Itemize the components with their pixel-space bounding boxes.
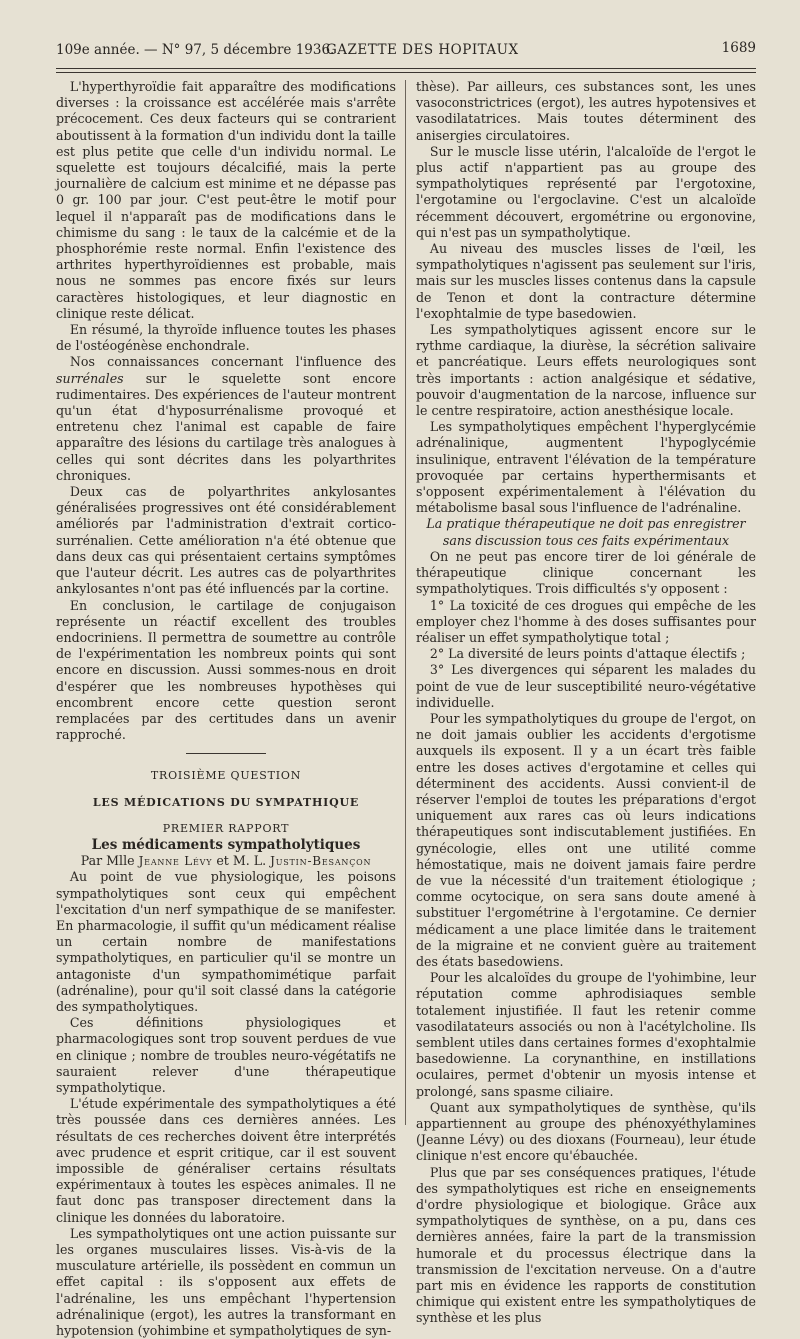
list-item: 3° Les divergences qui séparent les malades du point de vue de leur susceptibilité neuro-végétative individuelle. — [416, 662, 756, 710]
section-title: LES MÉDICATIONS DU SYMPATHIQUE — [92, 795, 360, 809]
issue-info: 109e année. — N° 97, 5 décembre 1936. — [56, 42, 335, 58]
paragraph: Sur le muscle lisse utérin, l'alcaloïde de l'ergot le plus actif n'appartient pas au groupe des sympatholytiques représenté par l'ergotoxine, l'ergotamine ou l'ergoclavine. C'est un alcaloïde récemment découvert, ergométrine ou ergonovine, qui n'est pas un sympatholytique. — [416, 143, 756, 240]
paragraph: L'hyperthyroïdie fait apparaître des modifications diverses : la croissance est accélérée mais s'arrête précocement. Ces deux facteurs qui se contrarient aboutissent à la formation d'un individu dont la taille est plus petite que celle d'un individu normal. Le squelette est toujours décalcifié, mais la perte journalière de calcium est minime et ne dépasse pas 0 gr. 100 par jour. C'est peut-être le motif pour lequel il n'apparaît pas de modifications dans le chimisme du sang : le taux de la calcémie et de la phosphorémie reste normal. Enfin l'existence des arthrites hyperthyroïdiennes est probable, mais nous ne sommes pas encore fixés sur leurs caractères histologiques, et leur diagnostic en clinique reste délicat. — [56, 79, 396, 321]
list-item: 1° La toxicité de ces drogues qui empêche de les employer chez l'homme à des doses suffisantes pour réaliser un effet sympatholytique total ; — [416, 597, 756, 645]
paragraph: Pour les sympatholytiques du groupe de l'ergot, on ne doit jamais oublier les accidents d'ergotisme auxquels ils exposent. Il y a un écart très faible entre les doses actives d'ergotamine et celles qui déterminent des accidents. Aussi convient-il de réserver l'emploi de toutes les préparations d'ergot uniquement aux rares cas où leurs indications thérapeutiques sont indiscutablement justifiées. En gynécologie, elles ont une utilité comme hémostatique, mais ne doivent jamais faire perdre de vue la nécessité d'un traitement étiologique ; comme ocytocique, on sera sans doute amené à substituer l'ergométrine à l'ergotamine. Ce dernier médicament a une place limitée dans le traitement de la migraine et ne convient guère au traitement des états basedowiens. — [416, 710, 757, 969]
text-span: Nos connaissances concernant l'influence des — [69, 354, 396, 370]
paragraph: Les sympatholytiques empêchent l'hyperglycémie adrénalinique, augmentent l'hypoglycémie insulinique, entravent l'élévation de la température provoquée par certains hyperthermisants et s'opposent expérimentalement à l'élévation du métabolisme basal sous l'influence de l'adrénaline. — [416, 419, 756, 516]
paragraph: Deux cas de polyarthrites ankylosantes généralisées progressives ont été considérablement améliorés par l'administration d'extrait cortico-surrénalien. Cette amélioration n'a été obtenue que dans deux cas qui présentaient certains symptômes que l'auteur décrit. Les autres cas de polyarthrites ankylosantes n'ont pas été influencés par la cortine. — [56, 484, 396, 597]
paragraph: Ces définitions physiologiques et pharmacologiques sont trop souvent perdues de vue en clinique ; nombre de troubles neuro-végétatifs ne sauraient relever d'une thérapeutique sympatholytique. — [56, 1015, 396, 1095]
byline-prefix: Par Mlle — [80, 853, 139, 869]
report-label: PREMIER RAPPORT — [162, 821, 290, 835]
paragraph: Au niveau des muscles lisses de l'œil, les sympatholytiques n'agissent pas seulement sur l'iris, mais sur les muscles lisses contenus dans la capsule de Tenon et dont la contracture détermine l'exophtalmie de type basedowien. — [416, 241, 756, 321]
author-name: Jeanne Lévy — [138, 854, 213, 869]
paragraph: Pour les alcaloïdes du groupe de l'yohimbine, leur réputation comme aphrodisiaques semble totalement injustifiée. Il faut les retenir comme vasodilatateurs associés ou non à l'acétylcholine. Ils semblent utiles dans certaines formes d'exophtalmie basedowienne. La corynanthine, en instillations oculaires, permet d'obtenir un myosis intense et prolongé, sans spasme ciliaire. — [416, 970, 756, 1099]
paragraph: En conclusion, le cartilage de conjugaison représente un réactif excellent des troubles endocriniens. Il permettra de soumettre au contrôle de l'expérimentation les nombreux points qui sont encore en discussion. Aussi sommes-nous en droit d'espérer que les nombreuses hypothèses qui encombrent encore cette question seront remplacées par des certitudes dans un avenir rapproché. — [56, 597, 396, 743]
italic-term: surrénales — [56, 370, 124, 386]
page-number: 1689 — [721, 40, 756, 56]
paragraph: Les sympatholytiques ont une action puissante sur les organes musculaires lisses. Vis-à-vis de la musculature artérielle, ils possèdent en commun un effet capital : ils s'opposent aux effets de l'adrénaline, les uns empêchant l'hypertension adrénalinique (ergot), les autres la transformant en hypotension (yohimbine et sympatholytiques de syn- — [56, 1225, 396, 1339]
right-column — [416, 79, 756, 1327]
list-item: 2° La diversité de leurs points d'attaque électifs ; — [429, 646, 746, 662]
list-item: On ne peut pas encore tirer de loi générale de thérapeutique clinique concernant les sympatholytiques. Trois difficultés s'y opposent : — [416, 548, 756, 597]
byline-join: et M. L. — [212, 853, 271, 869]
paragraph-surrenales — [56, 354, 396, 484]
article-title: Les médicaments sympatholytiques — [91, 836, 361, 853]
paragraph: thèse). Par ailleurs, ces substances sont, les unes vasoconstrictrices (ergot), les autres hypotensives et vasodilatatrices. Mais toutes déterminent des anisergies circulatoires. — [416, 79, 756, 143]
paragraph: Plus que par ses conséquences pratiques, l'étude des sympatholytiques est riche en enseignements d'ordre physiologique et biologique. Grâce aux sympatholytiques de synthèse, on a pu, dans ces dernières années, faire la part de la transmission humorale et du processus électrique dans la transmission de l'excitation nerveuse. On a d'autre part mis en évidence les rapports de constitution chimique qui existent entre les sympatholytiques de synthèse et les plus — [416, 1164, 756, 1326]
column-divider — [405, 80, 406, 1125]
section-separator — [186, 753, 266, 754]
header-rule-bottom — [56, 72, 756, 73]
left-column — [56, 79, 396, 1339]
italic-subheading: La pratique thérapeutique ne doit pas enregistrer sans discussion tous ces faits expérimentaux — [426, 516, 746, 548]
journal-title: GAZETTE DES HOPITAUX — [326, 42, 519, 58]
paragraph: En résumé, la thyroïde influence toutes les phases de l'ostéogénèse enchondrale. — [56, 322, 396, 354]
difficulties-list — [416, 549, 756, 711]
section-label: TROISIÈME QUESTION — [150, 769, 302, 783]
text-span: sur le squelette sont encore rudimentaires. Des expériences de l'auteur montrent qu'un état d'hyposurrénalisme provoqué et entretenu chez l'animal est capable de faire apparaître des lésions du cartilage très analogues à celles qui sont décrites dans les polyarthrites chroniques. — [56, 370, 396, 483]
author-name: Justin-Besançon — [270, 854, 372, 869]
paragraph: Quant aux sympatholytiques de synthèse, qu'ils appartiennent au groupe des phénoxyéthylamines (Jeanne Lévy) ou des dioxans (Fourneau), leur étude clinique n'est encore qu'ébauchée. — [416, 1099, 756, 1164]
header-rule-top — [56, 68, 756, 69]
page-header — [56, 40, 756, 64]
paragraph: Au point de vue physiologique, les poisons sympatholytiques sont ceux qui empêchent l'excitation d'un nerf sympathique de se manifester. En pharmacologie, il suffit qu'un médicament réalise un certain nombre de manifestations sympatholytiques, en particulier qu'il se montre un antagoniste d'un sympathomimétique parfait (adrénaline), pour qu'il soit classé dans la catégorie des sympatholytiques. — [56, 869, 396, 1014]
paragraph: L'étude expérimentale des sympatholytiques a été très poussée dans ces dernières années. Les résultats de ces recherches doivent être interprétés avec prudence et esprit critique, car il est souvent impossible de généraliser certains résultats expérimentaux à toutes les espèces animales. Il ne faut donc pas transposer directement dans la clinique les données du laboratoire. — [56, 1096, 396, 1225]
paragraph: Les sympatholytiques agissent encore sur le rythme cardiaque, la diurèse, la sécrétion salivaire et pancréatique. Leurs effets neurologiques sont très importants : action analgésique et sédative, pouvoir d'augmentation de la narcose, influence sur le centre respiratoire, action anesthésique locale. — [416, 322, 756, 419]
byline — [56, 853, 396, 869]
